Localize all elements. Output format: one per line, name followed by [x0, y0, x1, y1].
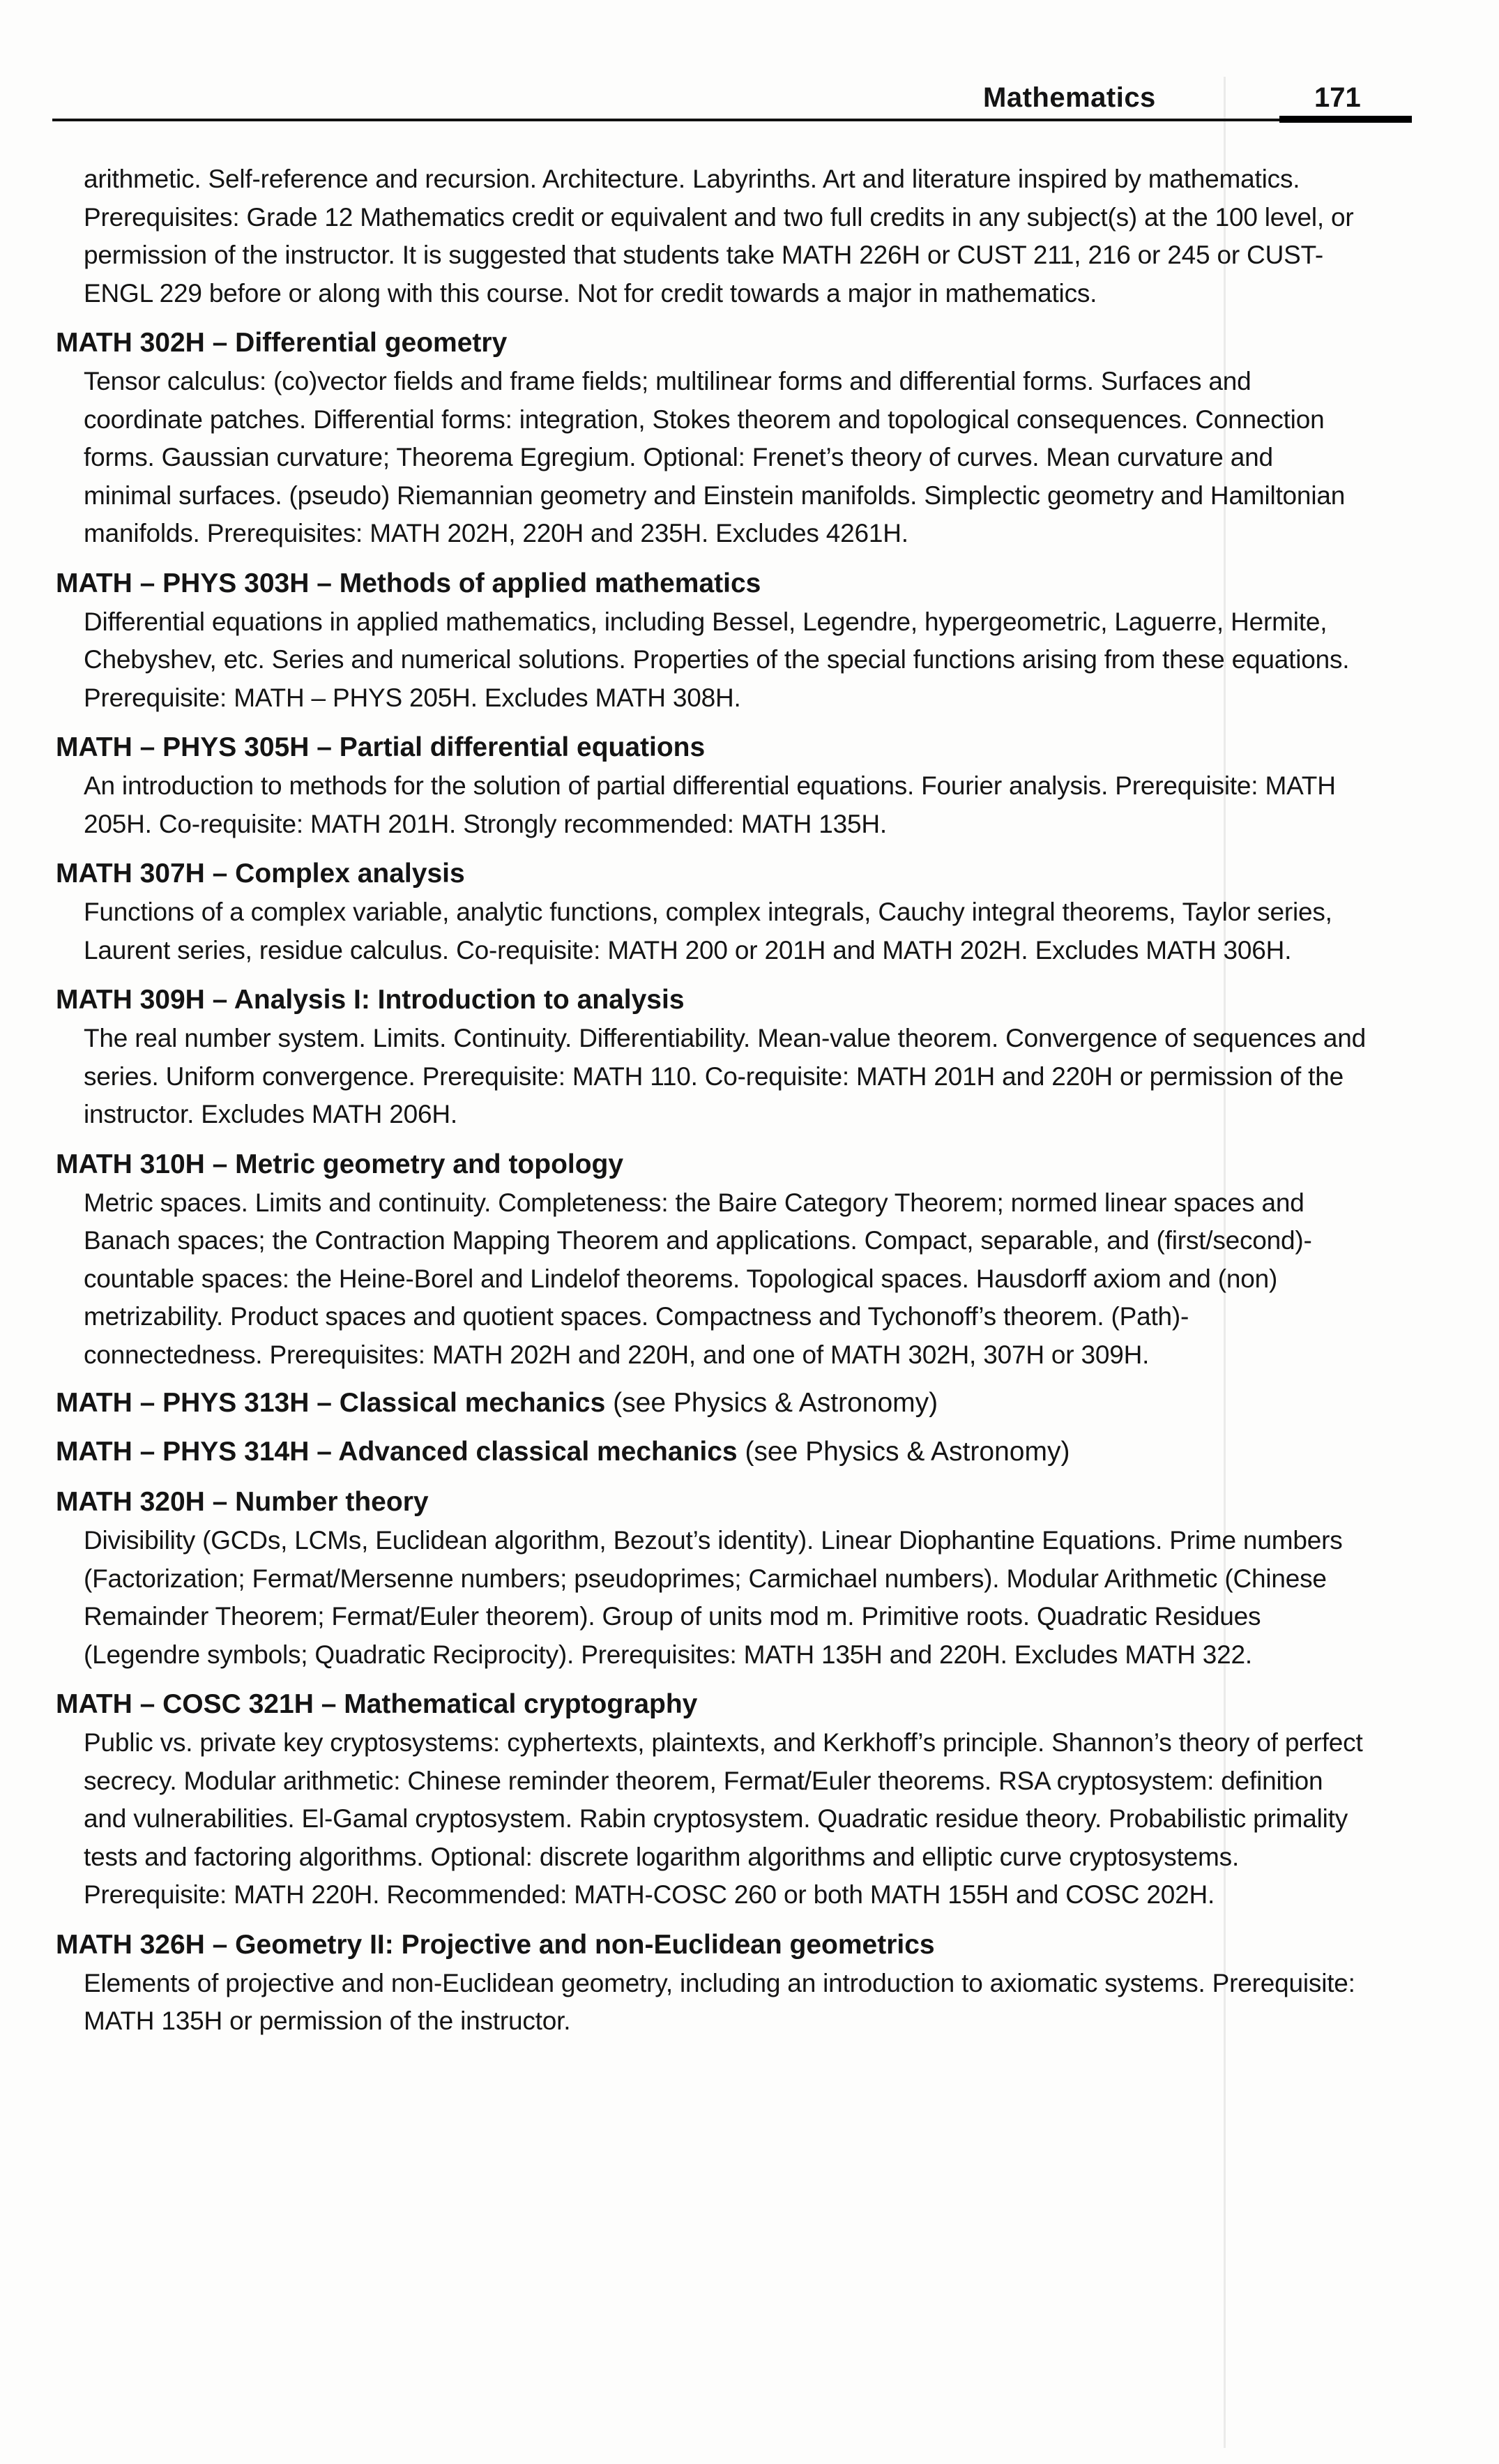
course-description: Divisibility (GCDs, LCMs, Euclidean algorithm, Bezout’s identity). Linear Diophantine Equations. Prime numbers (Factorization; Fermat/Mersenne numbers; pseudoprimes; Carmichael numbers). Modular Arithmetic (Chinese Remainder Theorem; Fermat/Euler theorem). Group of units mod m. Primitive roots. Quadratic Residues (Legendre symbols; Quadratic Reciprocity). Prerequisites: MATH 135H and 220H. Excludes MATH 322. [84, 1526, 1343, 1669]
course-title: MATH 310H – Metric geometry and topology [56, 1149, 624, 1179]
course-title: MATH 309H – Analysis I: Introduction to analysis [56, 985, 685, 1015]
course-entry [56, 1926, 1367, 2041]
course-entry [56, 854, 1367, 969]
crossref-note: (see Physics & Astronomy) [605, 1388, 938, 1418]
course-entry [56, 324, 1367, 553]
course-title: MATH – PHYS 314H – Advanced classical mechanics [56, 1437, 738, 1467]
course-description: Metric spaces. Limits and continuity. Completeness: the Baire Category Theorem; normed linear spaces and Banach spaces; the Contraction Mapping Theorem and applications. Compact, separable, and (first/second)-countable spaces: the Heine-Borel and Lindelof theorems. Topological spaces. Hausdorff axiom and (non) metrizability. Product spaces and quotient spaces. Compactness and Tychonoff’s theorem. (Path)-connectedness. Prerequisites: MATH 202H and 220H, and one of MATH 302H, 307H or 309H. [84, 1188, 1312, 1369]
course-title: MATH 307H – Complex analysis [56, 859, 465, 889]
course-entry [56, 728, 1367, 843]
course-description: An introduction to methods for the solution of partial differential equations. Fourier analysis. Prerequisite: MATH 205H. Co-requisite: MATH 201H. Strongly recommended: MATH 135H. [84, 771, 1336, 838]
course-title: MATH – PHYS 313H – Classical mechanics [56, 1388, 606, 1418]
course-entry [56, 1685, 1367, 1914]
header-rule [52, 119, 1314, 121]
crossref-line [56, 1384, 1367, 1423]
section-title: Mathematics [983, 82, 1156, 113]
course-listings [56, 160, 1367, 2041]
course-description: Tensor calculus: (co)vector fields and frame fields; multilinear forms and differential forms. Surfaces and coordinate patches. Differential forms: integration, Stokes theorem and topological consequences. Connection forms. Gaussian curvature; Theorema Egregium. Optional: Frenet’s theory of curves. Mean curvature and minimal surfaces. (pseudo) Riemannian geometry and Einstein manifolds. Simplectic geometry and Hamiltonian manifolds. Prerequisites: MATH 202H, 220H and 235H. Excludes 4261H. [84, 367, 1346, 547]
course-entry [56, 981, 1367, 1134]
course-entry [56, 1483, 1367, 1674]
course-description: Public vs. private key cryptosystems: cyphertexts, plaintexts, and Kerkhoff’s principle. Shannon’s theory of perfect secrecy. Modular arithmetic: Chinese reminder theorem, Fermat/Euler theorems. RSA cryptosystem: definition and vulnerabilities. El-Gamal cryptosystem. Rabin cryptosystem. Quadratic residue theory. Probabilistic primality tests and factoring algorithms. Optional: discrete logarithm algorithms and elliptic curve cryptosystems. Prerequisite: MATH 220H. Recommended: MATH-COSC 260 or both MATH 155H and COSC 202H. [84, 1728, 1363, 1909]
course-description: The real number system. Limits. Continuity. Differentiability. Mean-value theorem. Convergence of sequences and series. Uniform convergence. Prerequisite: MATH 110. Co-requisite: MATH 201H and 220H or permission of the instructor. Excludes MATH 206H. [84, 1024, 1366, 1128]
course-entry [56, 1145, 1367, 1375]
course-entry [56, 564, 1367, 718]
course-description: Differential equations in applied mathematics, including Bessel, Legendre, hypergeometric, Laguerre, Hermite, Chebyshev, etc. Series and numerical solutions. Properties of the special functions arising from these equations. Prerequisite: MATH – PHYS 205H. Excludes MATH 308H. [84, 607, 1350, 712]
crossref-note: (see Physics & Astronomy) [737, 1437, 1070, 1467]
course-crossref [56, 1433, 1367, 1472]
course-title: MATH 326H – Geometry II: Projective and non-Euclidean geometrics [56, 1929, 935, 1960]
course-title: MATH – PHYS 305H – Partial differential equations [56, 732, 706, 762]
course-crossref [56, 1384, 1367, 1423]
course-description: Functions of a complex variable, analytic functions, complex integrals, Cauchy integral theorems, Taylor series, Laurent series, residue calculus. Co-requisite: MATH 200 or 201H and MATH 202H. Excludes MATH 306H. [84, 898, 1332, 965]
course-title: MATH – PHYS 303H – Methods of applied mathematics [56, 568, 761, 598]
page-header [52, 77, 1363, 126]
course-description: Elements of projective and non-Euclidean geometry, including an introduction to axiomatic systems. Prerequisite: MATH 135H or permission of the instructor. [84, 1968, 1355, 2035]
course-title: MATH 320H – Number theory [56, 1487, 429, 1517]
crossref-line [56, 1433, 1367, 1472]
intro-paragraph: arithmetic. Self-reference and recursion. Architecture. Labyrinths. Art and literature inspired by mathematics. Prerequisites: Grade 12 Mathematics credit or equivalent and two full credits in any subject(s) at the 100 level, or permission of the instructor. It is suggested that students take MATH 226H or CUST 211, 216 or 245 or CUST-ENGL 229 before or along with this course. Not for credit towards a major in mathematics. [84, 165, 1354, 308]
header-rule-accent [1279, 116, 1412, 123]
page-number: 171 [1314, 82, 1361, 113]
course-title: MATH 302H – Differential geometry [56, 328, 508, 358]
course-title: MATH – COSC 321H – Mathematical cryptography [56, 1689, 698, 1719]
